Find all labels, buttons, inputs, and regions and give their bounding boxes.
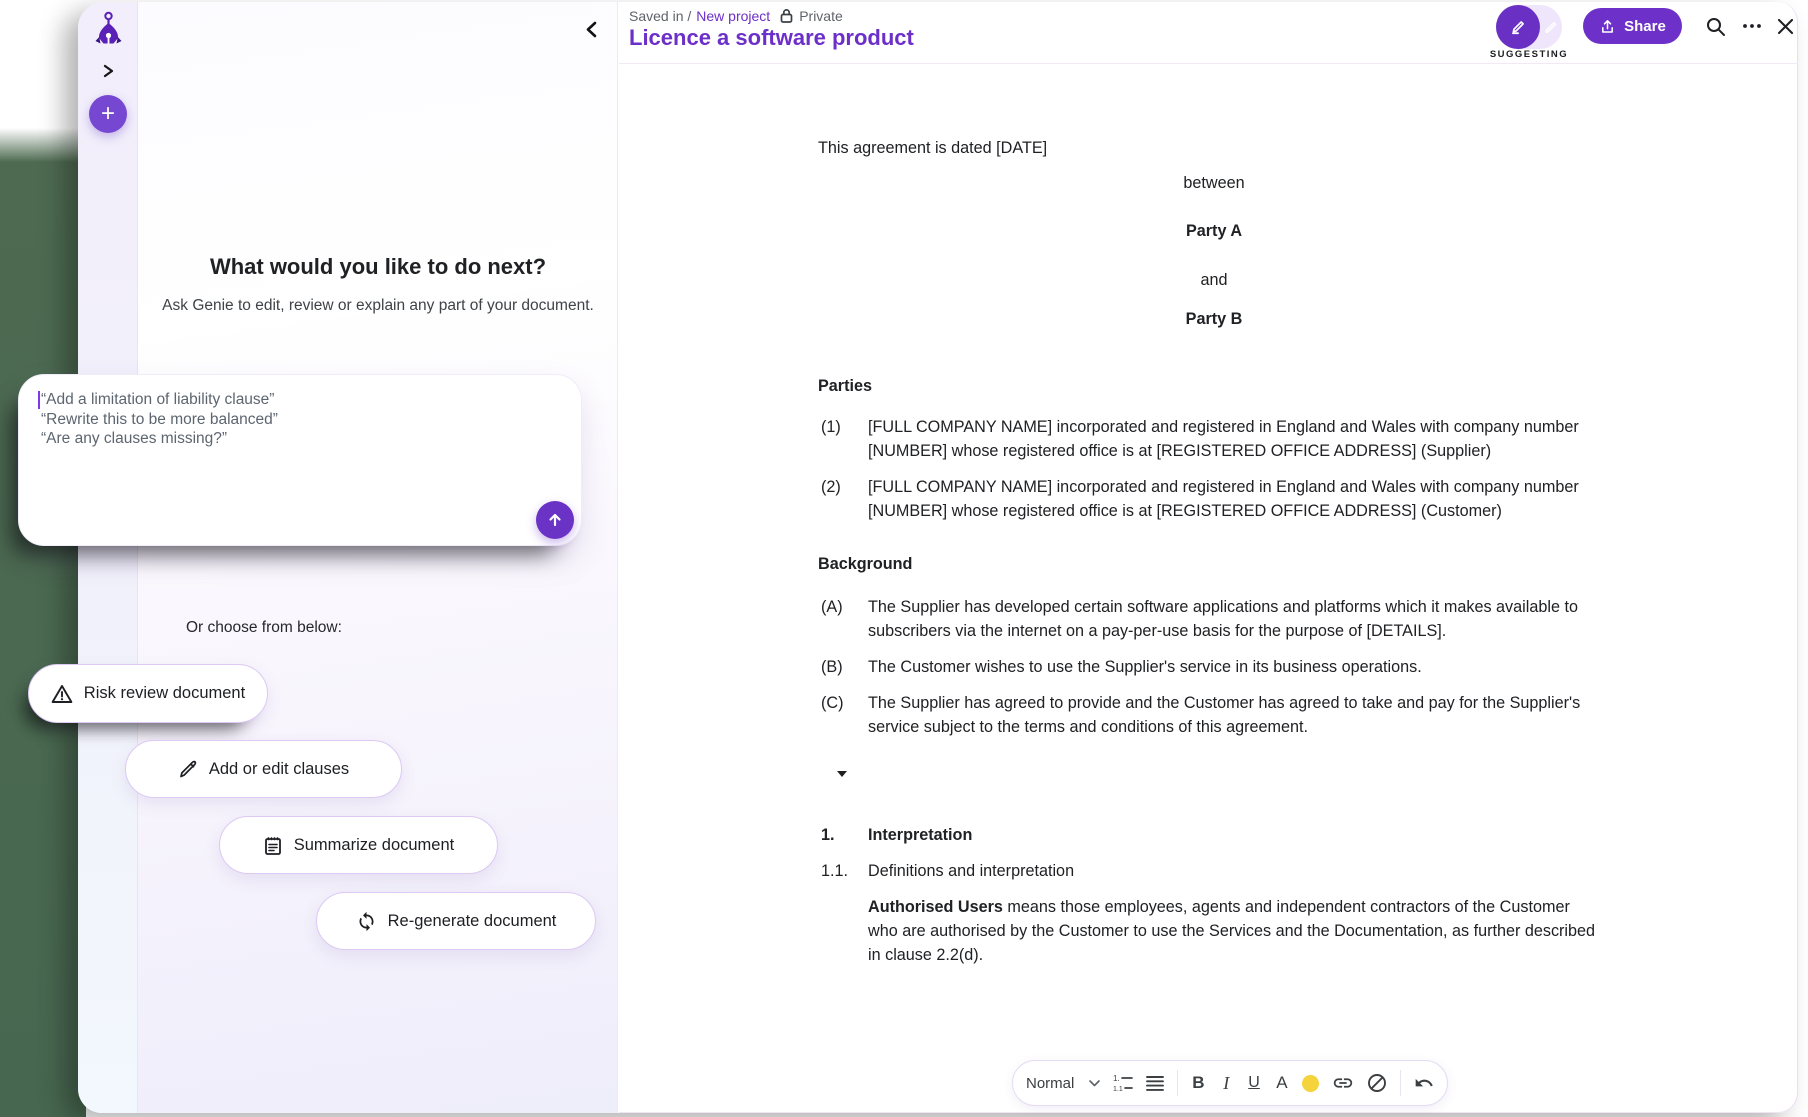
item-text: The Supplier has developed certain software applications and platforms which it makes available to subscribers via the internet on a pay-per-use basis for the purpose of [DETAILS]. — [868, 598, 1578, 640]
or-choose-label: Or choose from below: — [186, 619, 342, 636]
action-label: Summarize document — [293, 835, 455, 854]
toolbar-divider — [1400, 1070, 1401, 1096]
lock-icon — [779, 8, 794, 24]
parties-heading: Parties — [818, 377, 872, 395]
undo-icon — [1414, 1073, 1434, 1093]
project-link[interactable]: New project — [696, 8, 771, 24]
background-heading: Background — [818, 555, 913, 573]
svg-text:1.: 1. — [1113, 1074, 1120, 1083]
share-label: Share — [1624, 17, 1666, 35]
collapse-panel-button[interactable] — [577, 15, 605, 43]
chevron-left-icon — [584, 20, 599, 39]
justify-icon — [1146, 1075, 1164, 1091]
item-text: The Customer wishes to use the Supplier's service in its business operations. — [868, 658, 1422, 676]
new-document-button[interactable] — [89, 95, 127, 133]
action-label: Add or edit clauses — [208, 759, 350, 778]
summarize-document-button[interactable] — [219, 816, 498, 874]
suggesting-label: SUGGESTING — [1489, 49, 1569, 60]
send-button[interactable] — [536, 501, 574, 539]
clause-1-1-heading — [818, 859, 1610, 883]
clause-title: Interpretation — [868, 826, 973, 844]
plus-icon: + — [100, 100, 115, 127]
bold-button[interactable]: B — [1191, 1071, 1206, 1095]
clear-formatting-button[interactable] — [1367, 1071, 1387, 1095]
expand-panel-button[interactable] — [96, 59, 120, 83]
item-number: (1) — [821, 418, 841, 436]
action-label: Risk review document — [83, 684, 246, 702]
clear-format-icon — [1367, 1073, 1387, 1093]
arrow-up-icon — [546, 511, 564, 529]
clause-1-heading — [818, 823, 1610, 847]
item-number: (C) — [821, 694, 844, 712]
panel-heading: What would you like to do next? — [209, 254, 547, 279]
background-item-b — [818, 655, 1610, 679]
close-button[interactable] — [1770, 9, 1800, 43]
placeholder-line: “Are any clauses missing?” — [41, 430, 228, 447]
insert-link-button[interactable] — [1332, 1071, 1354, 1095]
regenerate-document-button[interactable] — [316, 892, 596, 950]
add-edit-clauses-button[interactable] — [125, 740, 402, 798]
desktop-background — [0, 0, 86, 1117]
warning-triangle-icon — [51, 684, 73, 704]
icon-sidebar — [78, 2, 138, 1113]
text-color-button[interactable]: A — [1274, 1071, 1289, 1095]
search-button[interactable] — [1698, 9, 1732, 43]
notepad-icon — [263, 835, 283, 856]
clause-number: 1.1. — [821, 862, 849, 880]
refresh-icon — [356, 911, 377, 932]
panel-subheading: Ask Genie to edit, review or explain any part of your document. — [162, 297, 594, 314]
document-content — [818, 2, 1610, 1113]
close-icon — [1777, 18, 1794, 35]
defined-term: Authorised Users — [868, 898, 1003, 916]
item-number: (A) — [821, 598, 843, 616]
justify-button[interactable] — [1146, 1071, 1164, 1095]
background-item-c — [818, 691, 1610, 739]
more-dots-icon — [1742, 23, 1762, 29]
more-options-button[interactable] — [1735, 9, 1769, 43]
action-label: Re-generate document — [387, 911, 557, 930]
link-icon — [1332, 1072, 1354, 1094]
italic-button[interactable]: I — [1219, 1071, 1234, 1095]
item-text: [FULL COMPANY NAME] incorporated and registered in England and Wales with company number [NUMBER] whose registered office is at [REGISTERED OFFICE ADDRESS] (Customer) — [868, 478, 1579, 520]
party-item-1 — [818, 415, 1610, 463]
document-title: Licence a software product — [629, 25, 914, 50]
multilevel-list-icon — [1113, 1073, 1133, 1093]
app-card — [41, 2, 1798, 1113]
and-line: and — [1200, 271, 1228, 289]
item-text: [FULL COMPANY NAME] incorporated and registered in England and Wales with company number [NUMBER] whose registered office is at [REGISTERED OFFICE ADDRESS] (Supplier) — [868, 418, 1579, 460]
dated-line: This agreement is dated [DATE] — [818, 139, 1048, 157]
svg-text:1.1: 1.1 — [1113, 1086, 1123, 1093]
undo-button[interactable] — [1414, 1071, 1434, 1095]
party-a: Party A — [1185, 222, 1243, 240]
background-item-a — [818, 595, 1610, 643]
text-caret — [38, 391, 40, 409]
placeholder-line: “Add a limitation of liability clause” — [41, 391, 275, 408]
chevron-right-icon — [101, 63, 115, 79]
definition-text: means those employees, agents and independent contractors of the Customer who are authorised by the Customer to use the Services and the Documentation, as further described in clause 2.2(d). — [868, 898, 1596, 964]
chevron-down-icon — [1089, 1080, 1100, 1087]
search-icon — [1705, 16, 1726, 37]
highlight-color-icon — [1302, 1075, 1319, 1092]
style-label: Normal — [1026, 1074, 1075, 1092]
editor-toolbar — [1012, 1060, 1448, 1106]
genie-logo-icon — [92, 11, 125, 53]
paragraph-style-select[interactable] — [1026, 1075, 1100, 1092]
party-item-2 — [818, 475, 1610, 523]
multilevel-list-button[interactable] — [1113, 1071, 1133, 1095]
privacy-label: Private — [799, 8, 843, 24]
saved-in-label: Saved in / — [629, 8, 692, 24]
item-text: The Supplier has agreed to provide and the Customer has agreed to take and pay for the Supplier's service subject to the terms and conditions of this agreement. — [868, 694, 1581, 736]
risk-review-button[interactable] — [28, 664, 268, 723]
collapse-clause-arrow[interactable] — [836, 770, 852, 778]
breadcrumb — [629, 8, 843, 24]
clause-title: Definitions and interpretation — [868, 862, 1075, 880]
placeholder-line: “Rewrite this to be more balanced” — [41, 410, 278, 428]
item-number: (B) — [821, 658, 843, 676]
definition-paragraph — [818, 895, 1610, 967]
underline-button[interactable]: U — [1247, 1071, 1262, 1095]
clause-number: 1. — [821, 826, 835, 844]
highlight-color-button[interactable] — [1302, 1071, 1319, 1095]
ask-genie-input[interactable] — [18, 374, 582, 546]
party-b: Party B — [1185, 310, 1243, 328]
item-number: (2) — [821, 478, 841, 496]
between-line: between — [1183, 174, 1245, 192]
toolbar-divider — [1177, 1070, 1178, 1096]
pencil-icon — [178, 759, 198, 779]
